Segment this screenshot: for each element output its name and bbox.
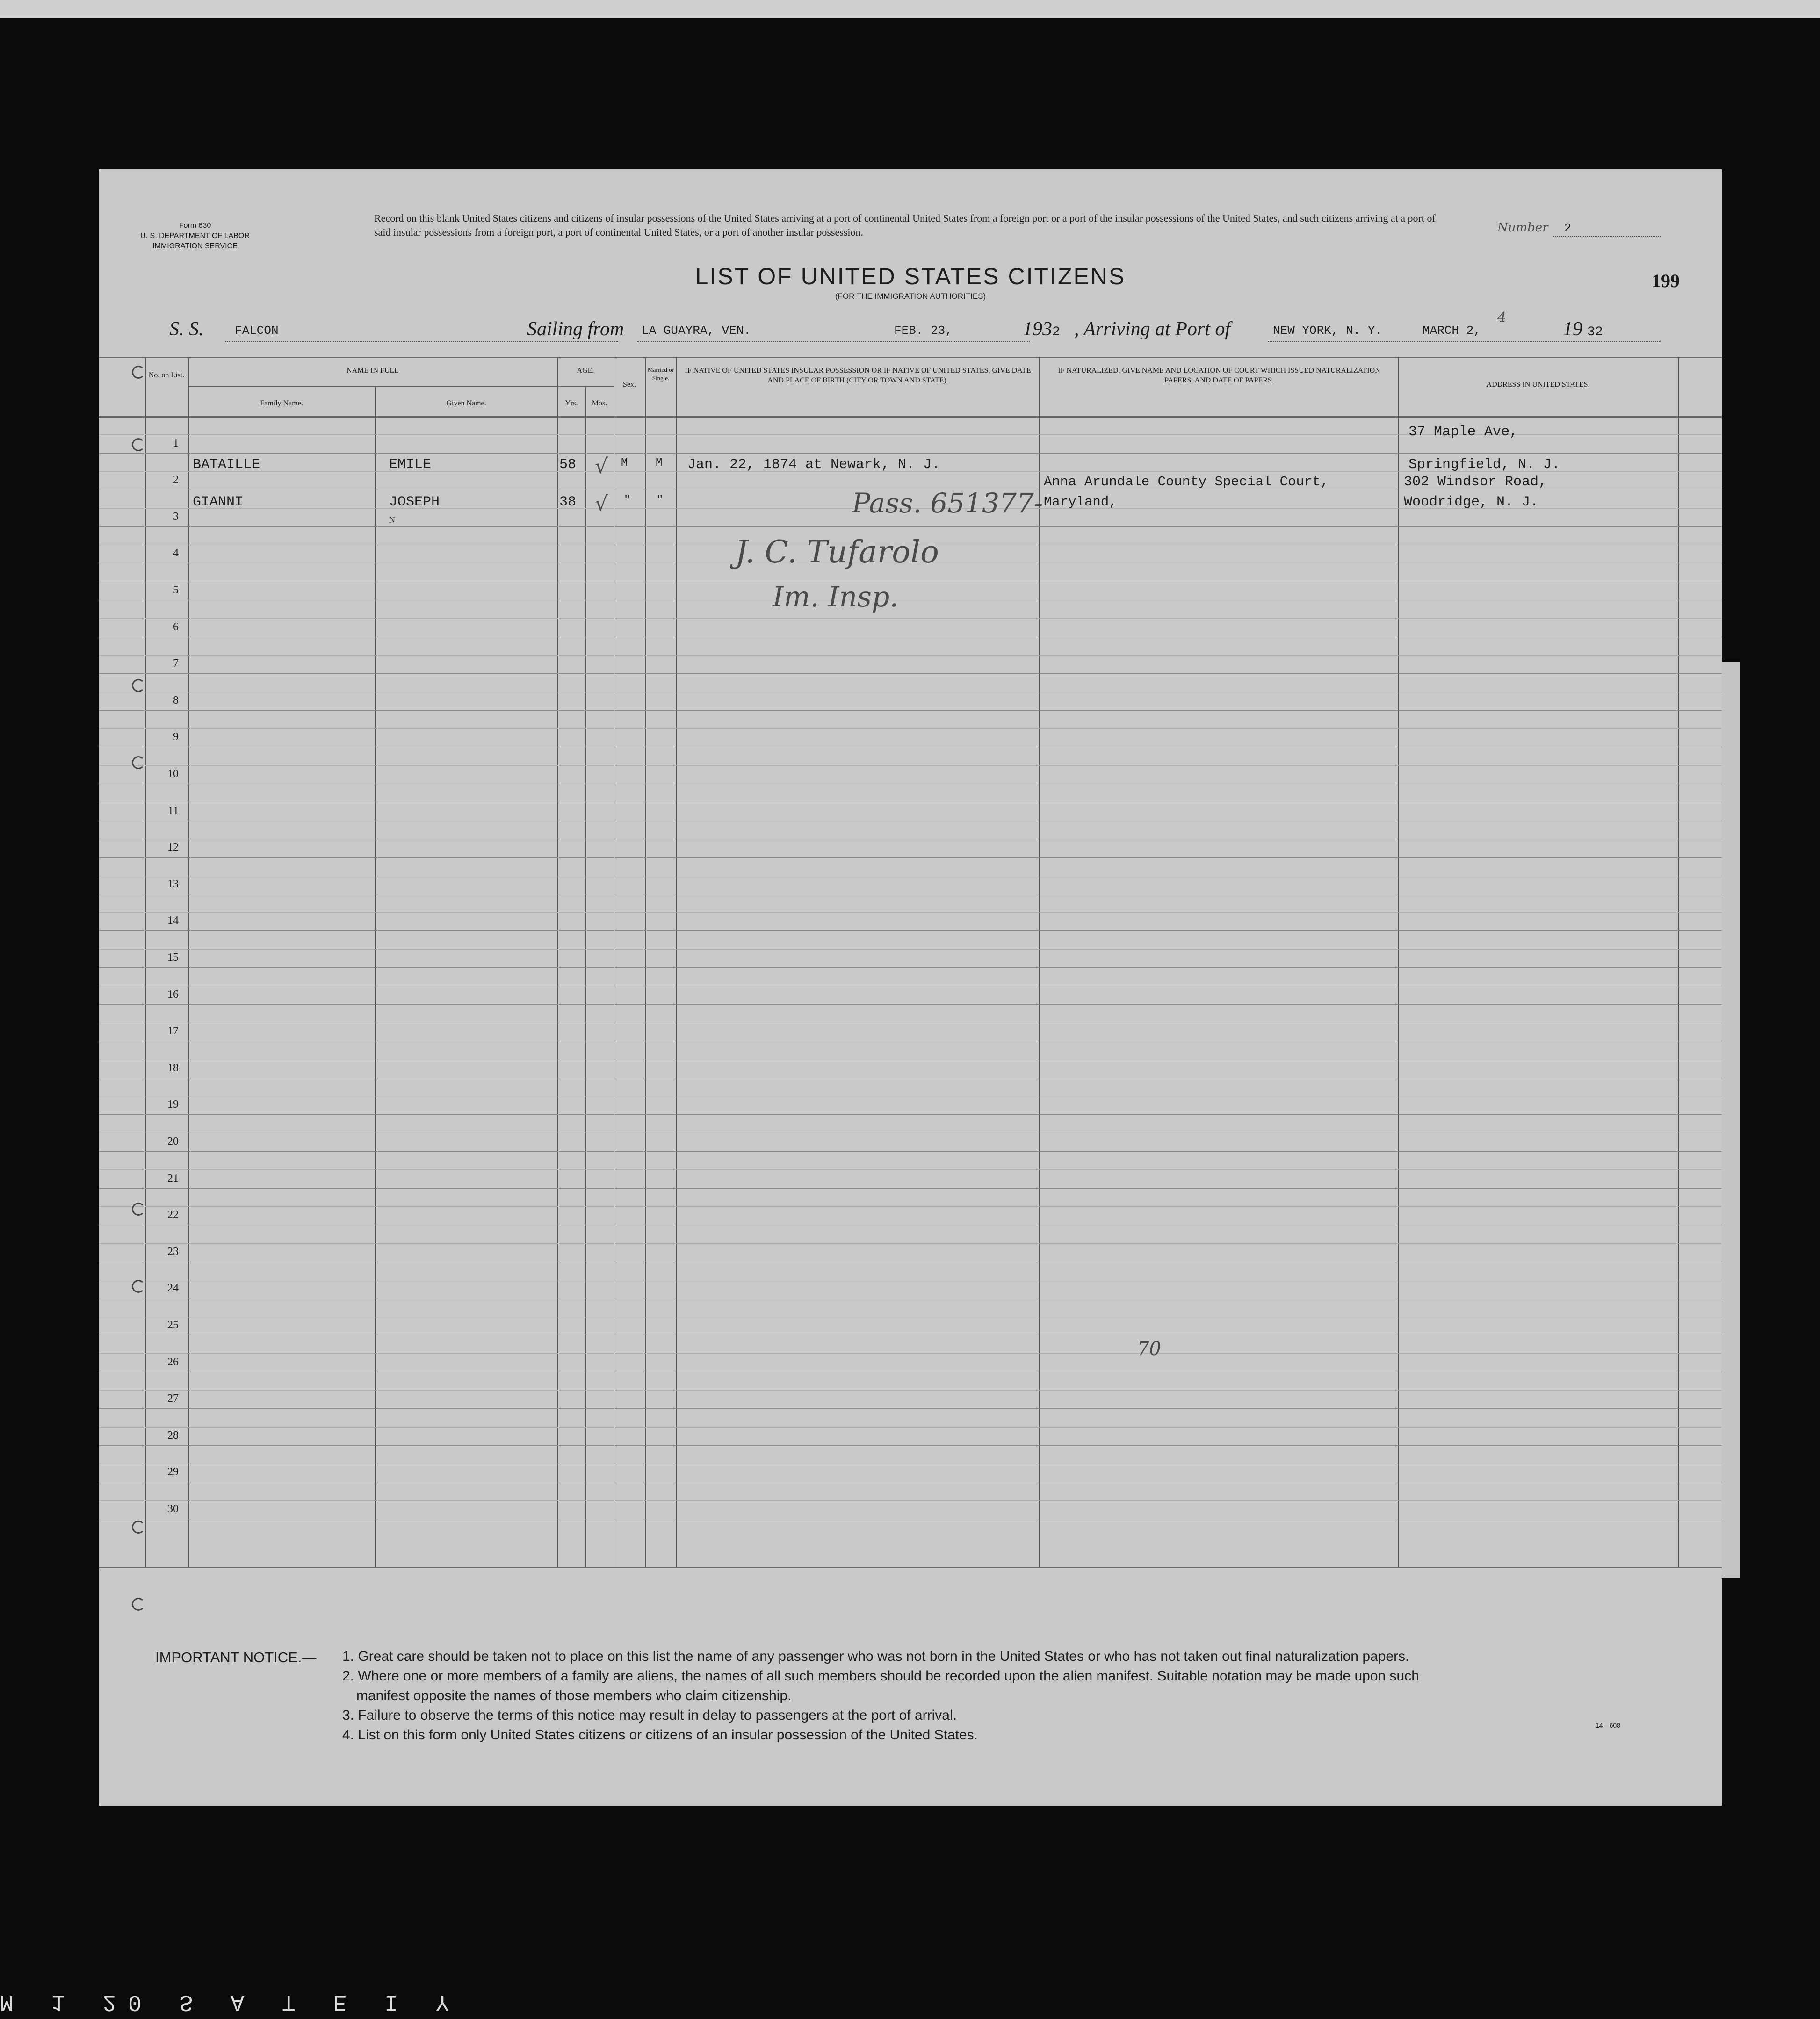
col-rule-2 (188, 357, 189, 1567)
row-number: 15 (167, 952, 179, 964)
check-mark-1: √ (595, 454, 608, 478)
number-field (1497, 221, 1571, 235)
table-bottom-rule (99, 1567, 1722, 1568)
row-rule (99, 1114, 1722, 1115)
row-number: 27 (167, 1392, 179, 1405)
film-top-band (0, 0, 1820, 18)
inspector-title: Im. Insp. (773, 581, 899, 613)
row-rule (99, 1151, 1722, 1152)
notice-item-1: 1. Great care should be taken not to place on this list the name of any passenger who was not born in the United States or who has not taken out final naturalization papers. (342, 1649, 1409, 1664)
row-number: 2 (173, 474, 179, 486)
row-rule (99, 453, 1722, 454)
row-half-rule (99, 765, 1722, 766)
notice-heading: IMPORTANT NOTICE.— (155, 1649, 317, 1666)
row-half-rule (99, 1243, 1722, 1244)
number-label: Number (1497, 221, 1548, 235)
header-family-name: Family Name. (260, 399, 303, 407)
row-rule (99, 526, 1722, 527)
entry1-given: EMILE (389, 457, 432, 473)
entry1-address-line2: Springfield, N. J. (1408, 457, 1560, 473)
entry1-married: M (656, 457, 663, 469)
row-number: 28 (167, 1429, 179, 1442)
header-name-in-full: NAME IN FULL (347, 367, 399, 375)
binder-hole (132, 438, 145, 451)
header-bottom-rule (99, 416, 1722, 418)
binder-hole (132, 679, 145, 692)
arrival-month: MARCH 2, (1423, 324, 1481, 338)
entry1-birth: Jan. 22, 1874 at Newark, N. J. (687, 457, 940, 473)
row-rule (99, 857, 1722, 858)
notice-item-2: 2. Where one or more members of a family are aliens, the names of all such members should be recorded upon the alien manifest. Suitable notation may be made upon such (342, 1668, 1419, 1684)
header-years: Yrs. (565, 399, 578, 407)
row-half-rule (99, 1169, 1722, 1170)
sailing-label: Sailing from (527, 318, 624, 340)
col-rule-11 (1678, 357, 1679, 1567)
notice-item-4: 4. List on this form only United States citizens or citizens of an insular possession of the United States. (342, 1727, 978, 1743)
row-rule (99, 1408, 1722, 1409)
row-half-rule (99, 1206, 1722, 1207)
table-top-rule (99, 357, 1722, 358)
service-name: IMMIGRATION SERVICE (152, 242, 238, 250)
list-subtitle: (FOR THE IMMIGRATION AUTHORITIES) (835, 292, 986, 301)
header-months: Mos. (592, 399, 607, 407)
arrival-year (1563, 318, 1603, 340)
row-half-rule (99, 728, 1722, 729)
entry1-family: BATAILLE (193, 457, 260, 473)
header-address: ADDRESS IN UNITED STATES. (1486, 381, 1590, 389)
binder-hole (132, 366, 145, 379)
row-number: 5 (173, 584, 179, 596)
record-instructions: Record on this blank United States citizens and citizens of insular possessions of the United States arriving at a port of continental United States from a foreign port or a port of the insular possessions of the United States, and such citizens arriving at a port of said insular possessions from a foreign port, a port of continental United States, or a port of another insular possession. (374, 212, 1436, 238)
page-number: 199 (1652, 270, 1680, 291)
row-rule (99, 710, 1722, 711)
name-header-rule (188, 386, 557, 387)
row-rule (99, 930, 1722, 931)
arrival-day-note: 4 (1497, 310, 1507, 326)
row-number: 1 (173, 437, 179, 449)
entry1-age: 58 (559, 457, 576, 473)
col-rule-7 (645, 357, 646, 1567)
row-number: 11 (167, 804, 179, 817)
row-half-rule (99, 618, 1722, 619)
arriving-label: , Arriving at Port of (1074, 318, 1231, 340)
row-number: 13 (167, 878, 179, 890)
col-rule-1 (145, 357, 146, 1567)
number-value: 2 (1564, 221, 1572, 235)
row-number: 9 (173, 731, 179, 743)
row-number: 7 (173, 657, 179, 670)
entry2-age: 38 (559, 494, 576, 510)
given-mark: N (389, 515, 395, 525)
header-age: AGE. (577, 367, 594, 375)
binder-hole (132, 1280, 145, 1293)
row-half-rule (99, 1500, 1722, 1501)
port-to: NEW YORK, N. Y. (1273, 324, 1383, 338)
sailing-date: FEB. 23, (894, 324, 953, 338)
row-number: 26 (167, 1356, 179, 1368)
notice-item-3: 3. Failure to observe the terms of this notice may result in delay to passengers at the port of arrival. (342, 1708, 957, 1723)
row-number: 8 (173, 694, 179, 707)
entry2-naturalization-line1: Anna Arundale County Special Court, (1044, 474, 1329, 490)
ship-name: FALCON (235, 324, 279, 338)
notice-item-2-cont: manifest opposite the names of those members who claim citizenship. (356, 1688, 792, 1703)
header-naturalized: IF NATURALIZED, GIVE NAME AND LOCATION OF COURT WHICH ISSUED NATURALIZATION PAPERS, AND DATE OF PAPERS. (1058, 367, 1380, 384)
col-rule-10 (1398, 357, 1399, 1567)
sailing-year-prefix: 193 (1023, 318, 1052, 340)
binder-hole (132, 756, 145, 769)
header-given-name: Given Name. (446, 399, 486, 407)
entry2-sex: " (624, 494, 631, 507)
sailing-year (1023, 318, 1060, 340)
row-number: 20 (167, 1135, 179, 1147)
department-name: U. S. DEPARTMENT OF LABOR (140, 232, 250, 240)
row-rule (99, 1004, 1722, 1005)
row-number: 16 (167, 988, 179, 1001)
margin-mark: 70 (1137, 1338, 1161, 1360)
row-number: 22 (167, 1209, 179, 1221)
row-number: 24 (167, 1282, 179, 1295)
row-half-rule (99, 1390, 1722, 1391)
row-number: 23 (167, 1245, 179, 1258)
row-half-rule (99, 1427, 1722, 1428)
passport-handwriting: Pass. 651377- (852, 487, 1043, 519)
row-number: 21 (167, 1172, 179, 1184)
entry2-family: GIANNI (193, 494, 244, 510)
row-half-rule (99, 655, 1722, 656)
row-rule (99, 673, 1722, 674)
list-title: LIST OF UNITED STATES CITIZENS (695, 263, 1126, 289)
entry2-naturalization-line2: Maryland, (1044, 494, 1117, 510)
row-number: 18 (167, 1061, 179, 1074)
binder-hole (132, 1203, 145, 1216)
row-number: 12 (167, 841, 179, 854)
film-strip-text: M 1 20 S A T E I Y (0, 1989, 462, 2014)
header-sex: Sex. (623, 381, 636, 389)
binder-hole (132, 1521, 145, 1534)
header-no-on-list: No. on List. (148, 371, 185, 379)
col-rule-4 (557, 357, 558, 1567)
row-half-rule (99, 912, 1722, 913)
form-number: Form 630 (179, 222, 211, 230)
form-id-block (137, 221, 253, 252)
row-rule (99, 1188, 1722, 1189)
footer-code: 14—608 (1596, 1722, 1620, 1729)
ss-label: S. S. (169, 318, 204, 340)
entry2-married: " (657, 494, 664, 507)
row-number: 30 (167, 1503, 179, 1515)
entry2-given: JOSEPH (389, 494, 440, 510)
col-rule-8 (676, 357, 677, 1567)
port-from: LA GUAYRA, VEN. (642, 324, 751, 338)
entry1-sex: M (621, 457, 628, 469)
row-number: 25 (167, 1319, 179, 1331)
binder-hole (132, 1598, 145, 1611)
entry2-address-line2: Woodridge, N. J. (1404, 494, 1539, 510)
inspector-signature: J. C. Tufarolo (735, 534, 939, 570)
date-underline (889, 340, 1030, 342)
row-number: 14 (167, 915, 179, 927)
sailing-year-suffix: 2 (1052, 325, 1060, 339)
header-native: IF NATIVE OF UNITED STATES INSULAR POSSESSION OR IF NATIVE OF UNITED STATES, GIVE DATE AND PLACE OF BIRTH (CITY OR TOWN AND STATE). (685, 367, 1031, 384)
row-number: 19 (167, 1098, 179, 1111)
manifest-page (99, 169, 1722, 1806)
number-underline (1553, 235, 1661, 237)
row-number: 17 (167, 1025, 179, 1038)
row-number: 29 (167, 1466, 179, 1478)
header-married: Married or Single. (648, 366, 674, 382)
entry2-address-line1: 302 Windsor Road, (1404, 474, 1547, 490)
entry1-address-line1: 37 Maple Ave, (1408, 424, 1518, 440)
row-rule (99, 1445, 1722, 1446)
arrival-year-suffix: 32 (1587, 325, 1603, 339)
row-number: 3 (173, 510, 179, 523)
row-half-rule (99, 1353, 1722, 1354)
col-rule-9 (1039, 357, 1040, 1567)
row-number: 10 (167, 768, 179, 780)
row-number: 4 (173, 547, 179, 560)
arrival-year-prefix: 19 (1563, 318, 1582, 340)
row-number: 6 (173, 620, 179, 633)
row-half-rule (99, 949, 1722, 950)
row-rule (99, 967, 1722, 968)
check-mark-2: √ (595, 492, 608, 516)
